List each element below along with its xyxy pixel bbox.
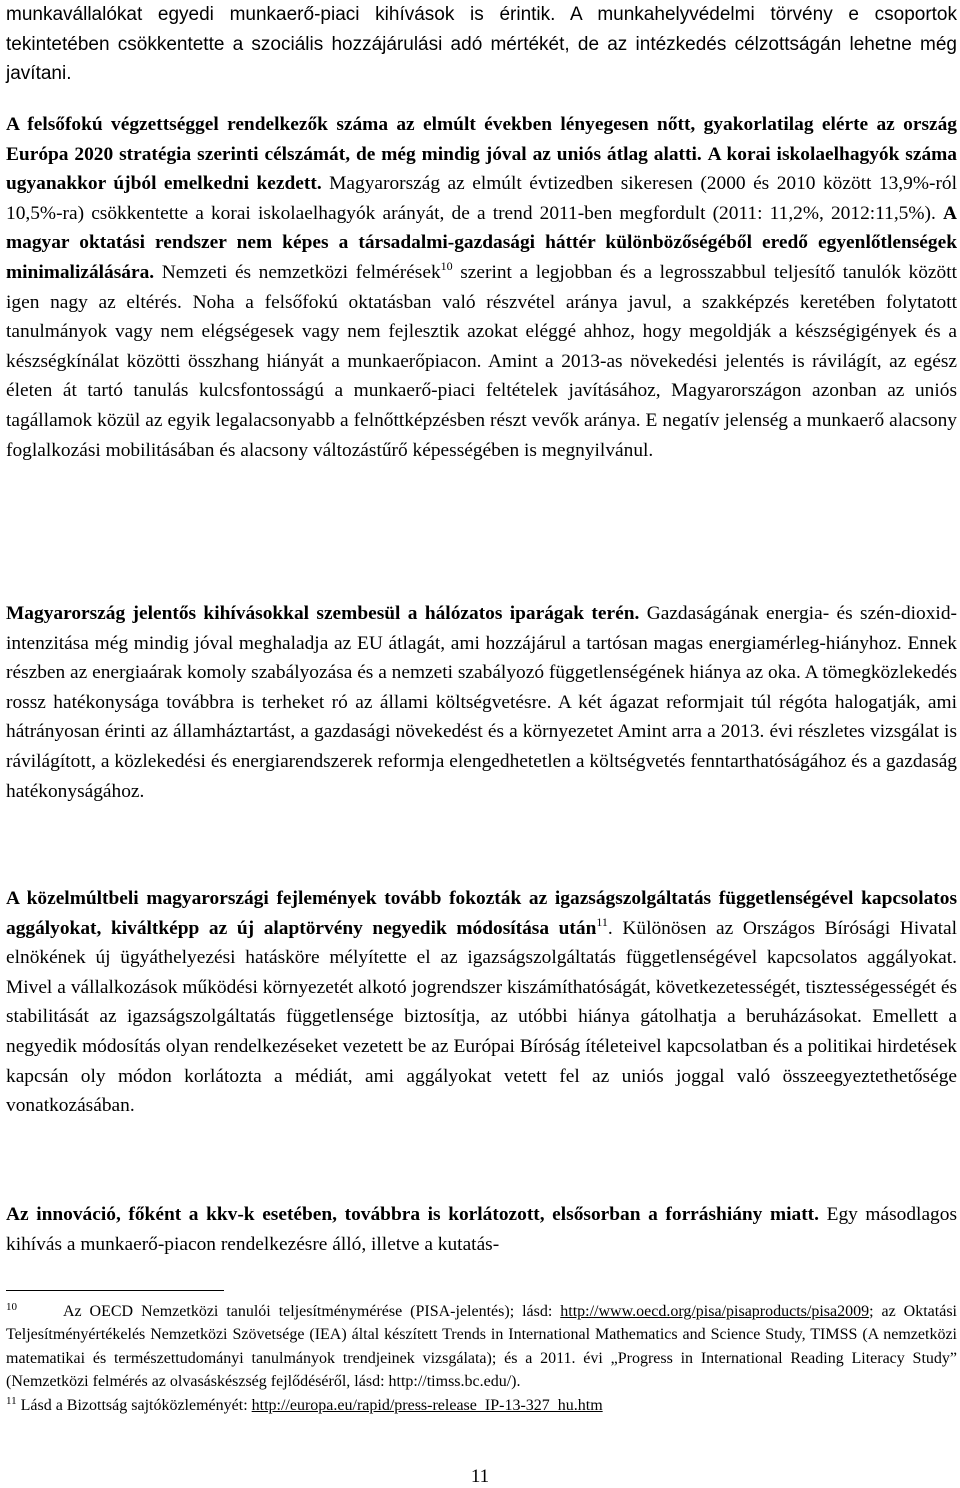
footnote-ref-10[interactable]: 10	[440, 258, 453, 273]
footnote-10-link[interactable]: http://www.oecd.org/pisa/pisaproducts/pisa2009	[560, 1303, 870, 1320]
judiciary-text: . Különösen az Országos Bírósági Hivatal elnökének új ügyáthelyezési hatásköre mélyítette el az igazságszolgáltatás függetlenségével kapcsolatos aggályokat. Mivel a vállalkozások működési környezetét alkotó jogrendszer kiszámíthatóságát, következetességét, tisztességességét és stabilitását az igazságszolgáltatás függetlensége biztosítja, az utóbbi hiánya gátolhatja a beruházásokat. Emellett a negyedik módosítás olyan rendelkezéseket vezetett be az Európai Bíróság ítéleteivel kapcsolatban és a politikai hirdetések kapcsán oly módon korlátozta a médiát, ami aggályokat vetett fel az uniós joggal való összeegyeztethetősége vonatkozásában.	[6, 917, 957, 1117]
education-text-2b: szerint a legjobban és a legrosszabbul teljesítő tanulók között igen nagy az eltérés. Noha a felsőfokú oktatásban való részvétel aránya javul, a szakképzés keretében folytatott tanulmányok vagy nem elégségesek vagy nem fejlesztik azokat eléggé ahhoz, hogy megoldják a készségigények és a készségkínálat közötti összhang hiányát a munkaerőpiacon. Amint a 2013-as növekedési jelentés is rávilágít, az egész életen át tartó tanulás kulcsfontosságú a munkaerő-piaci feltételek javításához, Magyarországon azonban az uniós tagállamok közül az egyik legalacsonyabb a felnőttképzésben részt vevők aránya. E negatív jelenség a munkaerő alacsony foglalkozási mobilitásában és alacsony változástűrő képességében is megnyilvánul.	[6, 261, 957, 461]
innovation-text: Egy másodlagos kihívás a munkaerő-piacon rendelkezésre álló, illetve a kutatás-	[6, 1204, 957, 1255]
innovation-bold: Az innováció, főként a kkv-k esetében, továbbra is korlátozott, elsősorban a forráshiány miatt.	[6, 1204, 819, 1225]
paragraph-judiciary	[6, 884, 957, 1121]
education-bold-1: A felsőfokú végzettséggel rendelkezők száma az elmúlt években lényegesen nőtt, gyakorlatilag elérte az ország Európa 2020 stratégia szerinti célszámát, de még mindig jóval az uniós átlag alatti.	[6, 114, 957, 165]
education-text-2a: Nemzeti és nemzetközi felmérések	[161, 261, 441, 283]
judiciary-bold: A közelmúltbeli magyarországi fejlemények tovább fokozták az igazságszolgáltatás függetlenségével kapcsolatos aggályokat, kiváltképp az új alaptörvény negyedik módosítása után	[6, 888, 957, 939]
footnote-11-number: 11	[6, 1394, 17, 1407]
network-bold: Magyarország jelentős kihívásokkal szembesül a hálózatos iparágak terén.	[6, 603, 640, 624]
footnote-11-text: Lásd a Bizottság sajtóközleményét:	[20, 1396, 252, 1414]
intro-paragraph	[6, 0, 957, 89]
footnotes	[6, 1300, 957, 1417]
education-text-1: Magyarország az elmúlt évtizedben sikeresen (2000 és 2010 között 13,9%-ról 10,5%-ra) csökkentette a korai iskolaelhagyók arányát, de a trend 2011-ben megfordult (2011: 11,2%, 2012:11,5%).	[6, 173, 957, 224]
footnote-11-link[interactable]: http://europa.eu/rapid/press-release_IP-13-327_hu.htm	[251, 1396, 603, 1414]
paragraph-education	[6, 110, 957, 465]
intro-text: munkavállalókat egyedi munkaerő-piaci kihívások is érintik. A munkahelyvédelmi törvény e csoportok tekintetében csökkentette a szociális hozzájárulási adó mértékét, de az intézkedés célzottságán lehetne még javítani.	[6, 4, 957, 85]
footnote-11	[6, 1394, 957, 1417]
footnote-separator	[6, 1290, 224, 1291]
footnote-10	[6, 1300, 957, 1394]
education-bold-2: A korai iskolaelhagyók száma ugyanakkor újból emelkedni kezdett.	[6, 143, 958, 195]
paragraph-innovation	[6, 1200, 957, 1259]
footnote-10-number: 10	[6, 1301, 17, 1313]
footnote-10-text-a: Az OECD Nemzetközi tanulói teljesítménymérése (PISA-jelentés); lásd:	[62, 1303, 553, 1320]
network-text: Gazdaságának energia- és szén-dioxid-intenzitása még mindig jóval meghaladja az EU átlagát, ami hozzájárul a tartósan magas energiamérleg-hiányhoz. Ennek részben az energiaárak komoly szabályozása és a nemzeti szabályozó függetlenségének hiánya az oka. A tömegközlekedés rossz hatékonysága továbbra is terheket ró az állami költségvetésre. A két ágazat reformjait túl régóta halogatják, ami hátrányosan érinti az államháztartást, a gazdasági növekedést és a környezetet Amint arra a 2013. évi részletes vizsgálat is rávilágított, a közlekedési és energiarendszerek reformja elengedhetetlen a költségvetés fenntarthatóságához és a gazdaság hatékonyságához.	[6, 603, 957, 802]
paragraph-network-industries	[6, 599, 957, 806]
education-bold-3: A magyar oktatási rendszer nem képes a társadalmi-gazdasági háttér különbözőségéből eredő egyenlőtlenségek minimalizálására.	[6, 202, 957, 283]
page-number: 11	[470, 1466, 490, 1487]
footnote-ref-11[interactable]: 11	[596, 914, 608, 929]
footnote-10-text-b: ; az Oktatási Teljesítményértékelés Nemzetközi Szövetsége (IEA) által készített Trends in International Mathematics and Science Study, TIMSS (A nemzetközi matematikai és természettudományi tanulmányok trendjeinek vizsgálata); és a 2011. évi „Progress in International Reading Literacy Study” (Nemzetközi felmérés az olvasáskészség fejlődéséről, lásd: http://timss.bc.edu/).	[6, 1303, 957, 1391]
